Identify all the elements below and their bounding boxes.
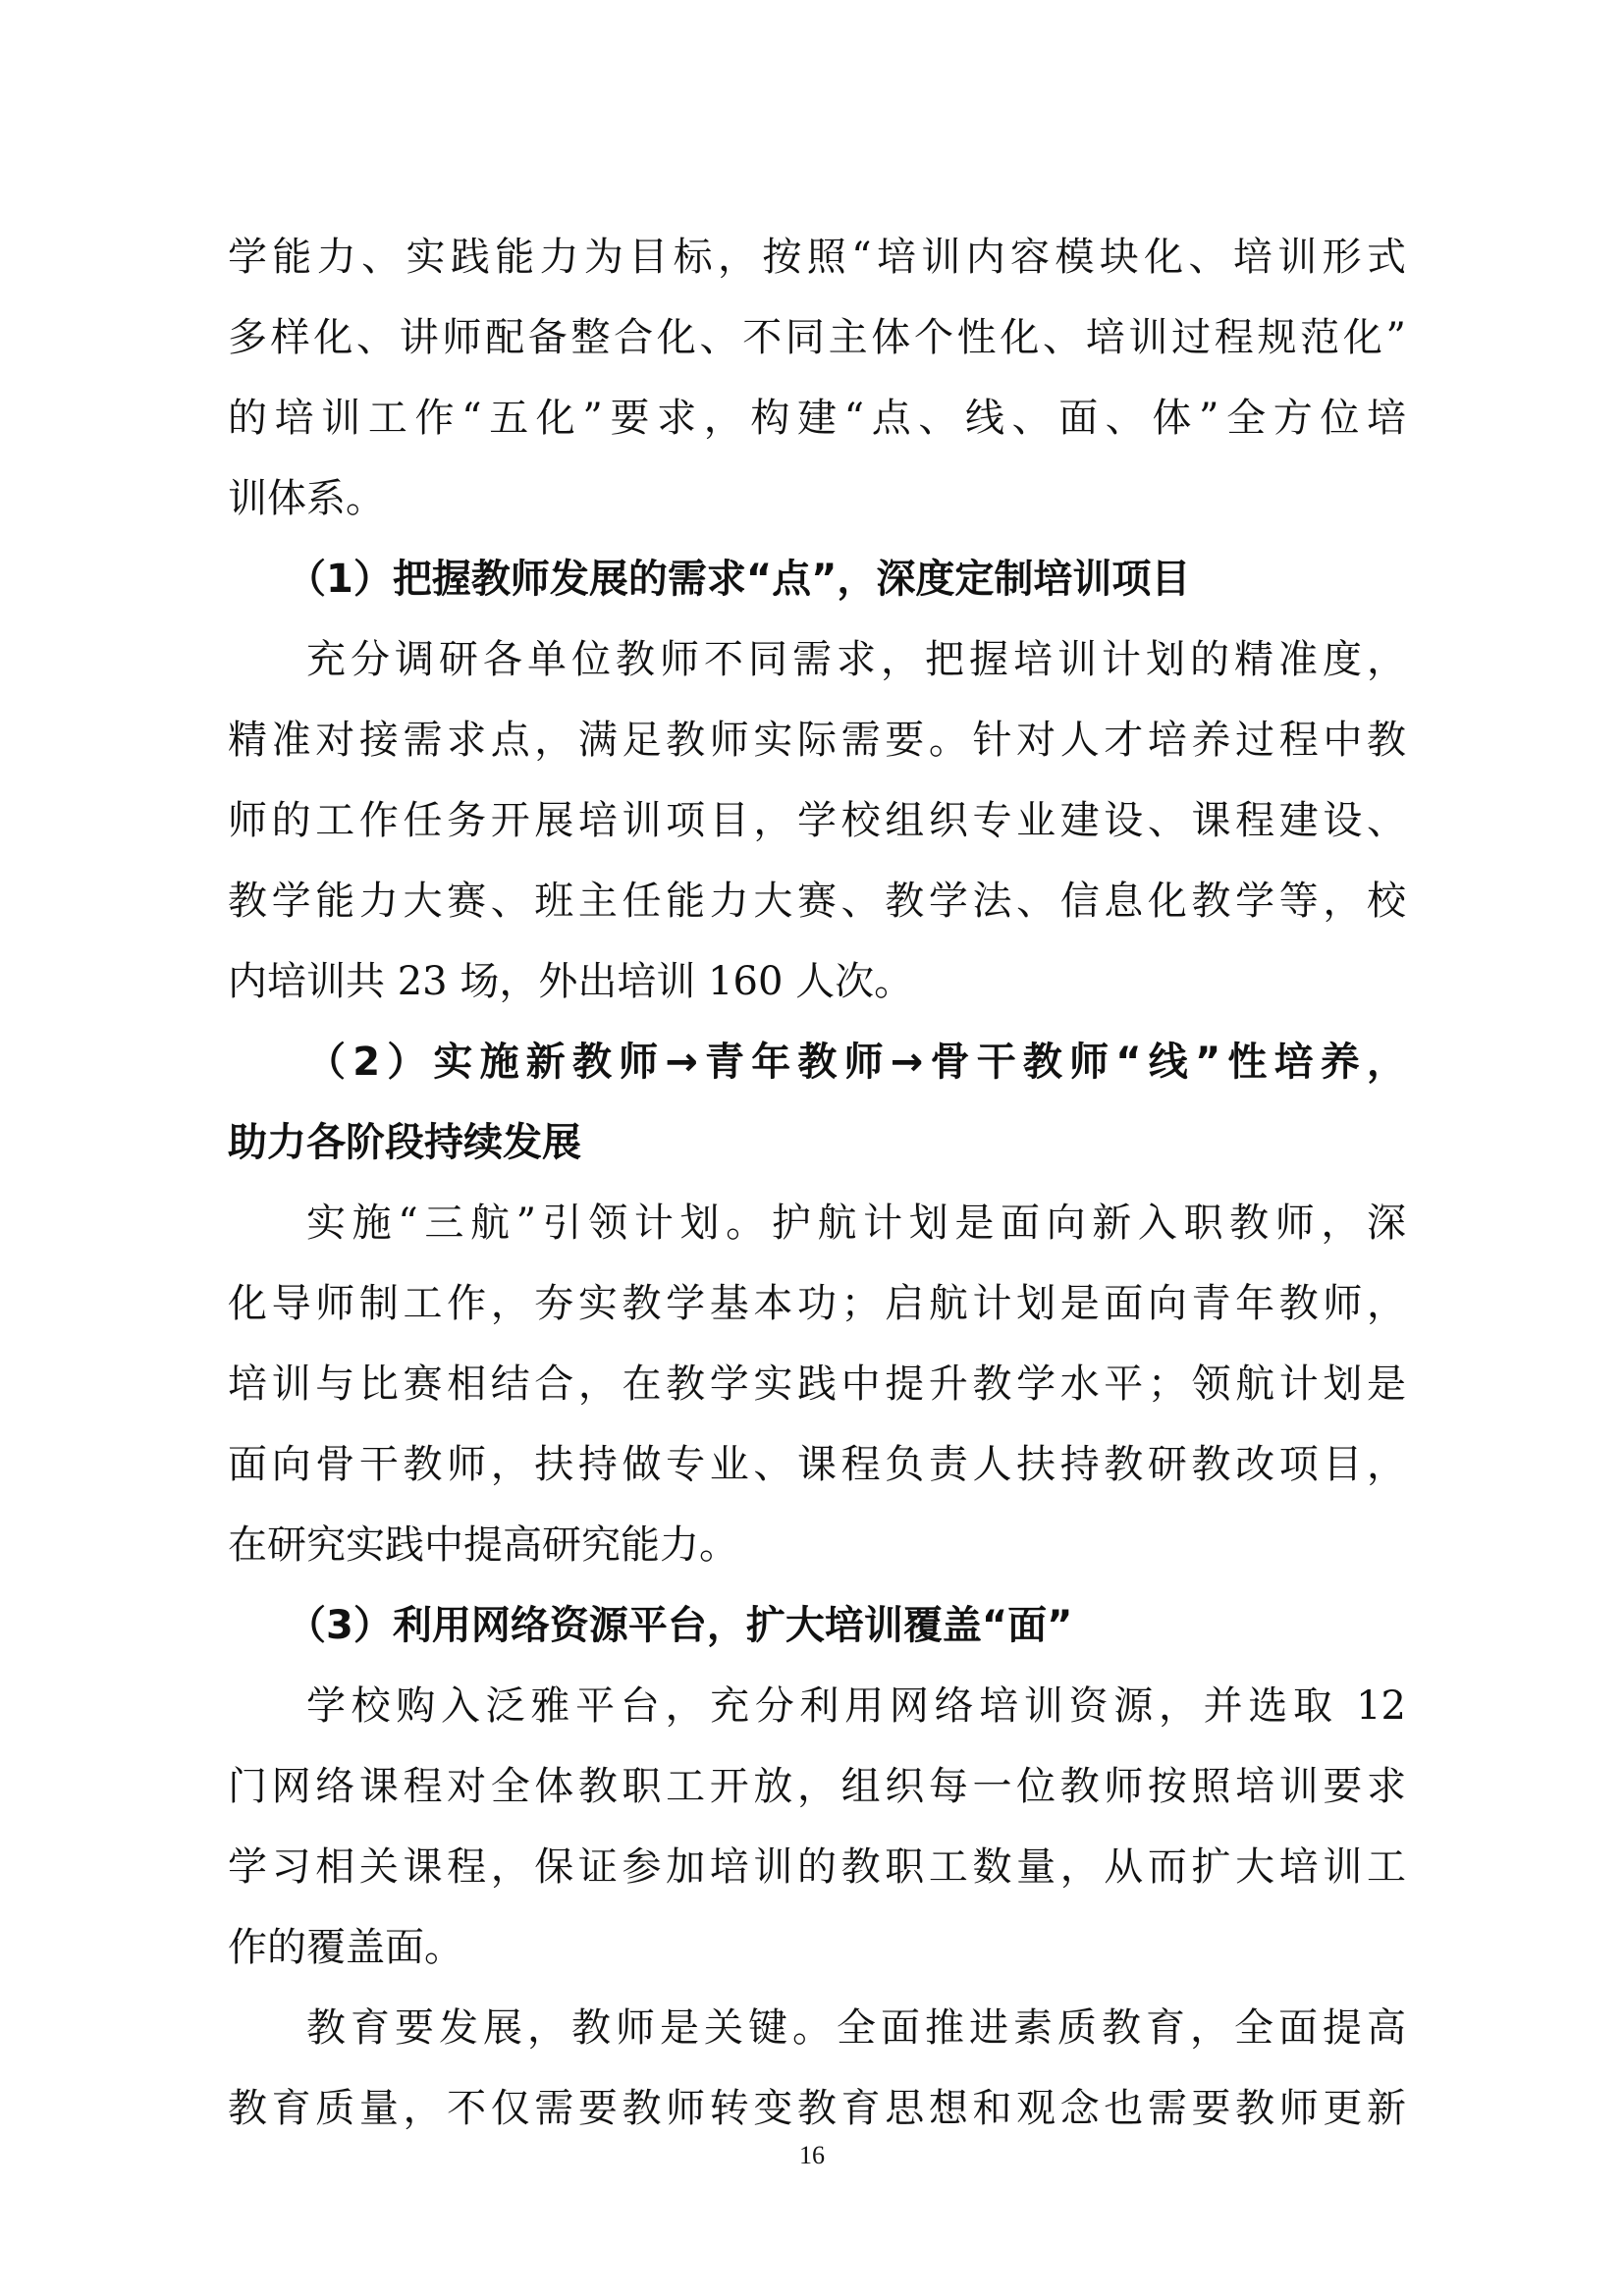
text-line: 学习相关课程，保证参加培训的教职工数量，从而扩大培训工 xyxy=(228,1844,1406,1890)
section-heading-1: （1）把握教师发展的需求“点”，深度定制培训项目 xyxy=(287,557,1191,602)
text-line: 化导师制工作，夯实教学基本功；启航计划是面向青年教师， xyxy=(228,1281,1406,1326)
text-line: 培训与比赛相结合，在教学实践中提升教学水平；领航计划是 xyxy=(228,1362,1406,1407)
text-line: 作的覆盖面。 xyxy=(228,1925,463,1970)
text-line: 训体系。 xyxy=(228,476,385,521)
text-line: 在研究实践中提高研究能力。 xyxy=(228,1522,738,1568)
text-line: 学能力、实践能力为目标，按照“培训内容模块化、培训形式 xyxy=(228,235,1406,280)
section-heading-2-cont: 助力各阶段持续发展 xyxy=(228,1120,581,1165)
section-heading-3: （3）利用网络资源平台，扩大培训覆盖“面” xyxy=(287,1603,1073,1648)
text-line: 师的工作任务开展培训项目，学校组织专业建设、课程建设、 xyxy=(228,798,1406,843)
text-line: 内培训共 23 场，外出培训 160 人次。 xyxy=(228,959,914,1004)
text-line: 面向骨干教师，扶持做专业、课程负责人扶持教研教改项目， xyxy=(228,1442,1406,1487)
text-line: 门网络课程对全体教职工开放，组织每一位教师按照培训要求 xyxy=(228,1764,1406,1809)
section-heading-2: （2）实施新教师→青年教师→骨干教师“线”性培养， xyxy=(306,1040,1406,1085)
page-number: 16 xyxy=(799,2141,825,2169)
text-line: 的培训工作“五化”要求，构建“点、线、面、体”全方位培 xyxy=(228,396,1406,441)
text-line: 教学能力大赛、班主任能力大赛、教学法、信息化教学等，校 xyxy=(228,879,1406,924)
text-line: 教育要发展，教师是关键。全面推进素质教育，全面提高 xyxy=(306,2005,1406,2051)
text-line: 实施“三航”引领计划。护航计划是面向新入职教师，深 xyxy=(306,1201,1406,1246)
text-line: 多样化、讲师配备整合化、不同主体个性化、培训过程规范化” xyxy=(228,315,1406,360)
text-line: 学校购入泛雅平台，充分利用网络培训资源，并选取 12 xyxy=(306,1683,1406,1729)
text-line: 充分调研各单位教师不同需求，把握培训计划的精准度， xyxy=(306,637,1406,682)
text-line: 教育质量，不仅需要教师转变教育思想和观念也需要教师更新 xyxy=(228,2086,1406,2131)
text-line: 精准对接需求点，满足教师实际需要。针对人才培养过程中教 xyxy=(228,718,1406,763)
